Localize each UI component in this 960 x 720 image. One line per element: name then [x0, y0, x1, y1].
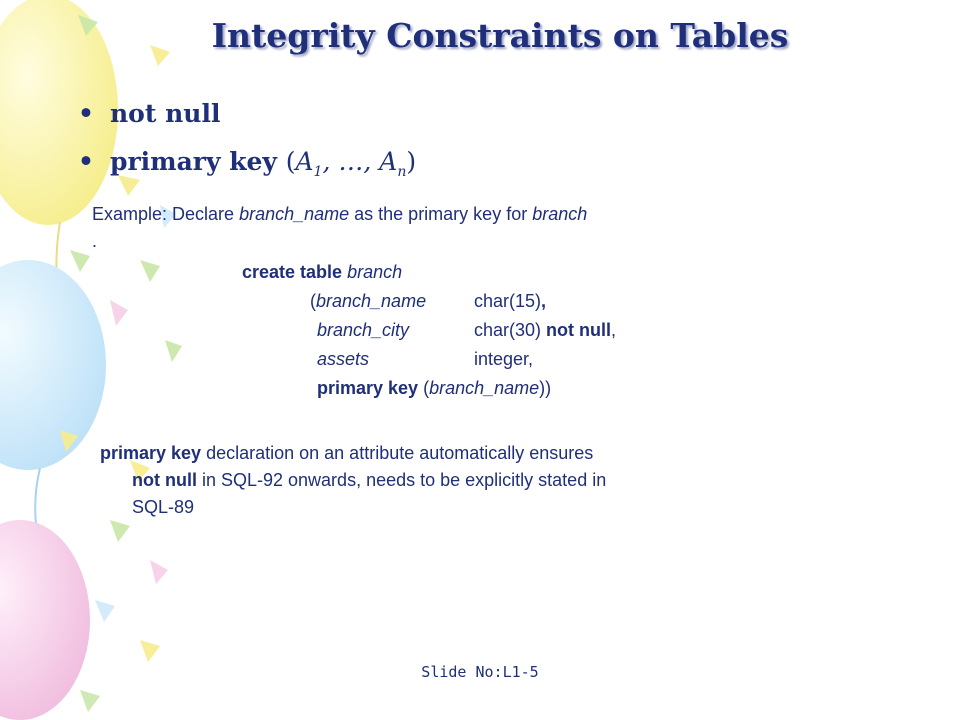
create-table-statement — [242, 258, 702, 403]
code-line-create: create table branch — [242, 262, 403, 282]
code-line-pk: primary key (branch_name)) — [317, 378, 552, 398]
note-line-3: SQL-89 — [132, 497, 195, 517]
bullet-not-null — [78, 96, 416, 144]
example-text: Example: Declare branch_name as the primary key for branch — [92, 204, 588, 224]
pink-balloon — [0, 520, 90, 720]
bullet-dot: • — [78, 99, 94, 128]
code-line-col1: (branch_name char(15), — [310, 291, 547, 311]
example-period: . — [92, 231, 98, 251]
bullet-primary-key — [78, 144, 416, 192]
primary-key-note — [100, 440, 800, 521]
slide-number: Slide No:L1-5 — [421, 663, 539, 681]
note-line-2: not null in SQL-92 onwards, needs to be explicitly stated in — [132, 470, 607, 490]
bullet-not-null-text: not null — [110, 99, 221, 128]
note-line-1: primary key declaration on an attribute automatically ensures — [100, 443, 594, 463]
bullet-list — [78, 96, 416, 192]
code-line-col2: branch_city char(30) not null, — [317, 320, 617, 340]
bullet-primary-key-text: primary key — [110, 147, 277, 176]
slide-title: Integrity Constraints on Tables — [211, 16, 789, 55]
bullet-dot: • — [78, 147, 94, 176]
blue-balloon — [0, 260, 106, 470]
primary-key-params: ($A_1$, …, $A_n$) — [285, 147, 417, 180]
code-line-col3: assets integer, — [317, 349, 534, 369]
